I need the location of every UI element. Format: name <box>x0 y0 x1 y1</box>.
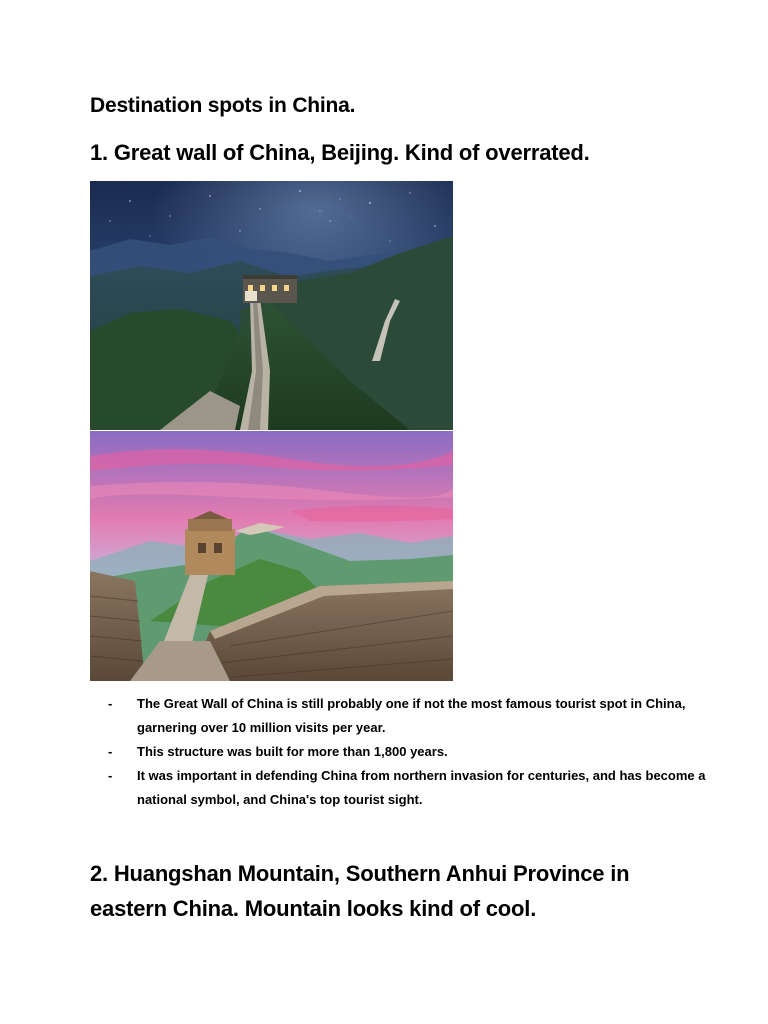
bullet-item <box>108 692 708 740</box>
great-wall-night-photo <box>90 181 453 430</box>
bullet-text: This structure was built for more than 1,800 years. <box>137 744 448 759</box>
bullet-item <box>108 764 708 812</box>
section-2-heading: 2. Huangshan Mountain, Southern Anhui Province in eastern China. Mountain looks kind of cool. <box>90 861 630 921</box>
document-title: Destination spots in China. <box>90 94 356 117</box>
bullet-text: The Great Wall of China is still probably one if not the most famous tourist spot in China, garnering over 10 million visits per year. <box>137 696 686 735</box>
section-1-heading: 1. Great wall of China, Beijing. Kind of overrated. <box>90 140 590 165</box>
great-wall-sunset-photo <box>90 431 453 681</box>
bullet-text: It was important in defending China from northern invasion for centuries, and has become a national symbol, and China's top tourist sight. <box>137 768 706 807</box>
section-1-bullet-list <box>108 692 708 812</box>
bullet-dash: - <box>108 768 113 783</box>
bullet-item <box>108 740 708 764</box>
bullet-dash: - <box>108 696 113 711</box>
bullet-dash: - <box>108 744 113 759</box>
